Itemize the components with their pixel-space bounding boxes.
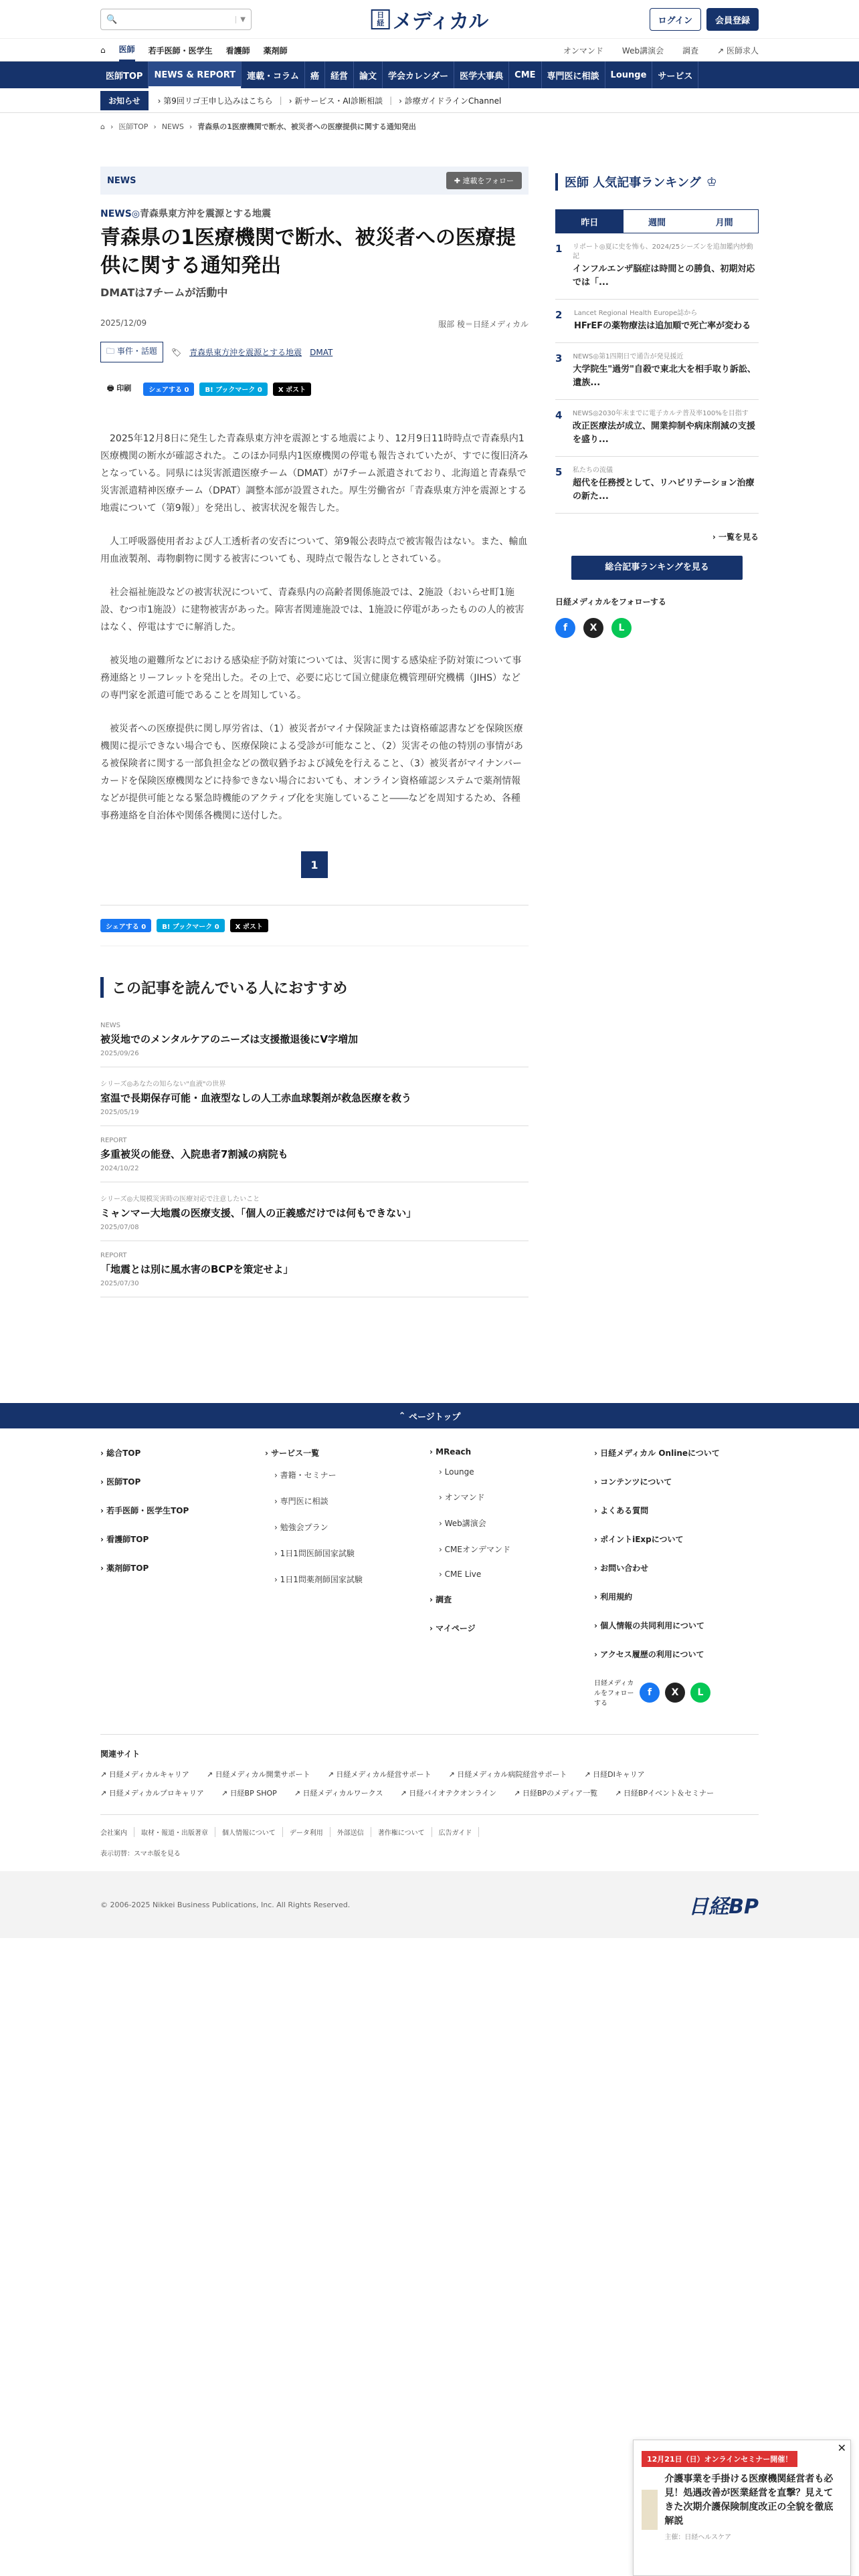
follow-label: 連載をフォロー [462,177,514,185]
rank-title: HFrEFの薬物療法は追加順で死亡率が変わる [574,321,751,331]
chevron-down-icon[interactable]: ▼ [235,16,246,23]
category-tag-label: 事件・話題 [116,346,157,356]
x-icon[interactable]: X [583,618,603,638]
rec-date: 2025/05/19 [100,1109,139,1116]
ranking-item[interactable] [555,233,759,300]
article-kicker [100,207,529,220]
rec-date: 2025/07/30 [100,1280,139,1287]
kicker-prefix: NEWS◎ [100,209,140,219]
rec-label: REPORT [100,1137,127,1144]
tab-calendar[interactable]: 学会カレンダー [383,62,454,88]
tab-management[interactable]: 経営 [325,62,354,88]
ranking-tabs [555,209,759,233]
close-icon[interactable]: ✕ [837,2442,846,2454]
ranking-item[interactable] [555,300,759,343]
search-icon: 🔍 [106,14,118,25]
related-link[interactable]: ↗ 日経メディカルキャリア [100,1770,189,1779]
tab-news[interactable]: NEWS & REPORT [149,62,242,88]
rec-title: 多重被災の能登、入院患者7割減の病院も [100,1148,288,1160]
footer-link[interactable]: › 利用規約 [594,1592,633,1602]
paragraph-5: 被災者への医療提供に関し厚労省は、（1）被災者がマイナ保険証または資格確認書などを保険医療機関に提示できない場合でも、医療保険による受診が可能なこと、（2）災害その他の特別の事情がある被保険者に関する一部負担金などの徴収猶予および減免を行えること、（3）被災者がマイナンバーカードを保険医療機関などに持参できない場合においても、オンライン資格確認システムで薬剤情報などが提供可能となる緊急時機能のアクティブ化を実施していること――などを周知するため、各種事務連絡を自治体や関係各機関に送付した。 [100,724,523,821]
section-bar [100,167,529,195]
rank-label: Lancet Regional Health Europe誌から [574,310,698,317]
article-date: 2025/12/09 [100,318,147,328]
crown-icon: ♔ [706,175,717,189]
ranking-more-label: 一覧を見る [718,532,759,542]
rank-label: NEWS◎第1四期日で通告が発見援近 [573,353,684,360]
recommendations [100,977,529,1297]
topic-tag-dmat[interactable]: DMAT [310,347,333,357]
ranking-heading: 医師 人気記事ランキング [565,176,701,190]
footer-link[interactable]: › 若手医師・医学生TOP [100,1506,189,1515]
popup-title: 介護事業を手掛ける医療機関経営者も必見！処遇改善が医業経営を直撃？見えてきた次期介護保険制度改正の全貌を徹底解説 [664,2474,834,2527]
footer-link[interactable]: › マイページ [430,1624,476,1633]
legal-link[interactable]: 会社案内 [100,1827,134,1837]
copyright: © 2006-2025 Nikkei Business Publications, Inc. All Rights Reserved. [100,1900,351,1909]
rec-date: 2025/09/26 [100,1050,139,1057]
footer-link[interactable]: › Web講演会 [439,1519,486,1528]
nav-webinar[interactable]: Web講演会 [622,45,664,56]
rec-label: REPORT [100,1252,127,1259]
rank-title: インフルエンザ脳症は時間との勝負、初期対応では「... [572,264,755,288]
register-button[interactable]: 会員登録 [706,8,759,31]
rec-label: シリーズ◎あなたの知らない"血液"の世界 [100,1081,226,1088]
footer-link[interactable]: › 総合TOP [100,1448,141,1458]
tag-icon: 🏷 [171,347,182,357]
tab-cancer[interactable]: 癌 [305,62,325,88]
x-icon[interactable]: X [665,1683,685,1703]
tab-yesterday[interactable]: 昨日 [556,210,624,233]
breadcrumb-news[interactable]: NEWS [161,122,184,131]
list-item[interactable] [100,1126,529,1182]
facebook-icon[interactable]: f [555,618,575,638]
footer-follow-label: 日経メディカルをフォローする [594,1680,634,1707]
copyright-bar [0,1871,859,1938]
footer-link[interactable]: › アクセス履歴の利用について [594,1650,704,1659]
list-item[interactable] [100,1067,529,1126]
facebook-icon[interactable]: f [640,1683,660,1703]
ranking-item[interactable] [555,343,759,400]
rec-date: 2025/07/08 [100,1224,139,1231]
footer-link[interactable]: › 薬剤師TOP [100,1564,149,1573]
rank-title: 大学院生"過労"自殺で東北大を相手取り訴訟、遺族... [573,364,756,388]
legal-link[interactable]: 外部送信 [330,1827,371,1837]
seminar-popup[interactable] [633,2440,851,2576]
legal-link[interactable]: 広告ガイド [432,1827,480,1837]
footer-link[interactable]: › 1日1問医師国家試験 [274,1549,355,1558]
nav-jobs[interactable] [717,45,759,56]
rank-title: 超代を任務授として、リハビリテーション治療の新た... [572,478,755,502]
rec-title: 「地震とは別に風水害のBCPを策定せよ」 [100,1263,294,1275]
hatena-bookmark-button-bottom[interactable]: B! ブックマーク 0 [157,919,224,932]
related-heading: 関連サイト [100,1749,140,1759]
notice-link-3[interactable]: › 診療ガイドラインChannel [399,96,502,106]
ranking-item[interactable] [555,457,759,514]
footer-link[interactable]: › 勉強会プラン [274,1523,328,1532]
breadcrumb-current: 青森県の1医療機関で断水、被災者への医療提供に関する通知発出 [197,122,416,131]
popup-organizer: 主催：日経ヘルスケア [664,2534,732,2541]
footer-link[interactable]: › 日経メディカル Onlineについて [594,1448,720,1458]
popup-image [642,2490,658,2530]
main-nav [0,62,859,88]
top-header [0,0,859,39]
chevron-up-icon: ⌃ [398,1410,406,1421]
x-post-button-bottom[interactable]: X ポスト [230,919,268,932]
nav-doctor[interactable]: 医師 [119,39,135,62]
logo-text: メディカル [392,10,488,33]
tab-month[interactable]: 月間 [715,217,733,228]
paragraph-3: 社会福祉施設などの被害状況について、青森県内の高齢者関係施設では、2施設（おいらせ町1施設、むつ市1施設）に建物被害があった。障害者関連施設では、1施設に停電があったものの人的被害はなく、停電はすでに解消した。 [100,587,524,633]
related-link[interactable]: ↗ 日経BP SHOP [221,1789,277,1798]
related-link[interactable]: ↗ 日経メディカルワークス [294,1789,383,1798]
footer-link[interactable]: › よくある質問 [594,1506,649,1515]
print-button[interactable]: 🖶 印刷 [107,384,132,393]
footer-link[interactable]: › コンテンツについて [594,1477,672,1487]
rec-title: 室温で長期保存可能・血液型なしの人工赤血球製剤が救急医療を救う [100,1092,412,1104]
display-switch[interactable]: 表示切替：スマホ版を見る [100,1850,181,1858]
notice-link-1[interactable]: › 第9回リゴ王申し込みはこちら [157,96,273,106]
line-icon[interactable]: L [611,618,632,638]
rec-title: 被災地でのメンタルケアのニーズは支援撤退後にV字増加 [100,1033,358,1045]
home-icon[interactable]: ⌂ [100,122,105,131]
footer-link[interactable]: › CME Live [439,1570,482,1579]
logo[interactable] [371,5,488,34]
related-link[interactable]: ↗ 日経メディカル経営サポート [327,1770,432,1779]
page-title: 青森県の1医療機関で断水、被災者への医療提供に関する通知発出 [100,226,516,278]
footer-link[interactable]: › 医師TOP [100,1477,141,1487]
related-link[interactable]: ↗ 日経メディカルプロキャリア [100,1789,204,1798]
line-icon[interactable]: L [690,1683,710,1703]
tab-week[interactable]: 週間 [648,217,666,228]
related-link[interactable]: ↗ 日経DIキャリア [584,1770,645,1779]
rank-number: 2 [555,309,563,321]
footer-link[interactable]: › 書籍・セミナー [274,1471,337,1480]
follow-heading: 日経メディカルをフォローする [555,597,666,607]
tab-service[interactable]: サービス [652,62,698,88]
x-post-button[interactable]: X ポスト [273,383,311,396]
login-button[interactable]: ログイン [650,8,701,31]
page-top-label: ページトップ [409,1412,461,1422]
ranking-widget [555,173,759,638]
tab-dictionary[interactable]: 医学大事典 [454,62,509,88]
rec-title: ミャンマー大地震の医療支援、「個人の正義感だけでは何もできない」 [100,1207,417,1219]
hatena-bookmark-button[interactable]: B! ブックマーク 0 [199,383,267,396]
article-subtitle: DMATは7チームが活動中 [100,286,228,299]
list-item[interactable] [100,1011,529,1067]
nav-young[interactable]: 若手医師・医学生 [148,45,213,56]
article-author: 服部 稜＝日経メディカル [438,320,529,329]
ranking-item[interactable] [555,400,759,457]
category-tag[interactable]: 🗀 事件・話題 [100,342,163,362]
notice-tag: お知らせ [100,91,149,110]
footer-link[interactable]: › 調査 [430,1595,452,1604]
external-icon: ↗ [717,45,725,56]
legal-link[interactable]: 取材・報道・出版著章 [134,1827,215,1837]
audience-nav [0,39,859,62]
footer-link[interactable]: › MReach [430,1447,472,1457]
rank-number: 4 [555,409,563,421]
rank-number: 3 [555,352,563,364]
nav-pharmacist[interactable]: 薬剤師 [263,45,288,56]
notice-text-1: 第9回リゴ王申し込みはこちら [163,96,273,106]
footer-link[interactable]: › お問い合わせ [594,1564,649,1573]
footer-link[interactable]: › CMEオンデマンド [439,1545,510,1554]
tab-doctor-top[interactable]: 医師TOP [100,62,149,88]
follow-series-button[interactable]: ✚ 連載をフォロー [446,172,522,189]
notice-text-3: 診療ガイドラインChannel [404,96,502,106]
facebook-share-button[interactable]: シェアする 0 [143,383,194,396]
footer-link[interactable]: › ポイントiExpについて [594,1535,684,1544]
logo-mark: 日経 [371,9,390,29]
sidebar [555,167,759,1297]
paragraph-4: 被災地の避難所などにおける感染症予防対策については、災害に関する感染症予防対策について事務連絡とリーフレットを発出した。その上で、必要に応じて国立健康危機管理研究機構（JIHS）などの専門家を派遣可能であることを周知している。 [100,655,522,701]
related-sites [100,1734,759,1798]
rank-title: 改正医療法が成立、開業抑制や病床削減の支援を盛り... [572,421,755,445]
footer-link[interactable]: › オンマンド [439,1493,485,1502]
footer-link[interactable]: › 専門医に相談 [274,1497,328,1506]
rank-number: 5 [555,466,563,478]
search-input[interactable] [100,9,252,30]
ranking-more-link[interactable]: › 一覧を見る [712,532,759,542]
legal-link[interactable]: 個人情報について [215,1827,283,1837]
related-link[interactable]: ↗ 日経メディカル開業サポート [206,1770,310,1779]
tab-paper[interactable]: 論文 [354,62,383,88]
tab-lounge[interactable]: Lounge [605,62,653,88]
rec-date: 2024/10/22 [100,1165,139,1172]
notice-bar: お知らせ › 第9回リゴ王申し込みはこちら | › 新サービス・AI診断相談 | › 診療ガイドラインChannel [0,88,859,113]
nikkei-bp-logo[interactable]: 日経BP [688,1895,759,1919]
footer-legal-links [100,1814,759,1837]
article-column [100,167,529,1297]
page-top-button[interactable] [0,1403,859,1428]
section-label: NEWS [107,175,136,186]
rank-label: NEWS◎2030年末までに電子カルテ普及率100%を目指す [572,410,749,417]
pagination [100,851,529,878]
breadcrumb-doctor-top[interactable]: 医師TOP [118,122,149,131]
nav-ondemand[interactable]: オンマンド [563,45,603,56]
related-link[interactable]: ↗ 日経BPのメディア一覧 [514,1789,598,1798]
paragraph-2: 人工呼吸器使用者および人工透析者の安否について、第9報公表時点で被害報告はない。また、輸血用血液製剤、毒物劇物に関する被害についても、現時点で報告なしとされている。 [100,536,528,564]
legal-link[interactable]: 著作権について [371,1827,432,1837]
footer-link[interactable]: › サービス一覧 [265,1448,320,1458]
footer [0,1428,859,1938]
footer-link[interactable]: › 看護師TOP [100,1535,149,1544]
rec-label: シリーズ◎大規模災害時の医療対応で注意したいこと [100,1196,260,1203]
legal-link[interactable]: データ利用 [283,1827,330,1837]
tab-column[interactable]: 連載・コラム [242,62,305,88]
nav-jobs-label: 医師求人 [726,45,759,56]
rank-label: 私たちの流儀 [572,467,613,474]
article-body [100,430,529,825]
tab-consult[interactable]: 専門医に相談 [542,62,605,88]
notice-text-2: 新サービス・AI診断相談 [294,96,383,106]
home-icon[interactable]: ⌂ [100,45,106,55]
tab-cme[interactable]: CME [509,62,541,88]
paragraph-1: 2025年12月8日に発生した青森県東方沖を震源とする地震により、12月9日11時時点で青森県内1医療機関の断水が確認された。このほか同県内1医療機関の停電も報告されていたが、すでに復旧済みとなっている。同県には災害派遣医療チーム（DMAT）が7チーム派遣されており、北海道と青森県で災害派遣精神医療チーム（DPAT）調整本部が設置された。厚生労働省が「青森県東方沖を震源とする地震について（第9報）」を発出し、被害状況を報告した。 [100,433,529,514]
rank-label: リポート◎夏に史を怖も、2024/25シーズンを追加鑑内炒動記 [572,243,753,260]
related-link[interactable]: ↗ 日経メディカル病院経営サポート [448,1770,567,1779]
related-link[interactable]: ↗ 日経BPイベント＆セミナー [615,1789,714,1798]
list-item[interactable] [100,1182,529,1241]
breadcrumb: ⌂ › 医師TOP › NEWS › 青森県の1医療機関で断水、被災者への医療提供に関する通知発出 [100,122,416,131]
page-1-button[interactable]: 1 [301,851,328,878]
nav-nurse[interactable]: 看護師 [225,45,250,56]
all-ranking-button[interactable]: 総合記事ランキングを見る [571,556,743,580]
list-item[interactable] [100,1241,529,1297]
facebook-share-button-bottom[interactable]: シェアする 0 [100,919,151,932]
topic-tag-earthquake[interactable]: 青森県東方沖を震源とする地震 [189,348,302,357]
kicker-text: 青森県東方沖を震源とする地震 [140,209,272,219]
popup-badge: 12月21日（日）オンラインセミナー開催！ [642,2451,797,2467]
notice-link-2[interactable]: › 新サービス・AI診断相談 [288,96,383,106]
footer-link[interactable]: › 個人情報の共同利用について [594,1621,704,1630]
footer-link[interactable]: › 1日1問薬剤師国家試験 [274,1575,363,1584]
rank-number: 1 [555,243,563,255]
print-label: 印刷 [116,384,132,393]
nav-survey[interactable]: 調査 [682,45,699,56]
rec-label: NEWS [100,1022,121,1029]
recommend-heading: この記事を読んでいる人におすすめ [100,977,529,998]
related-link[interactable]: ↗ 日経バイオテクオンライン [400,1789,497,1798]
footer-link[interactable]: › Lounge [439,1467,474,1477]
